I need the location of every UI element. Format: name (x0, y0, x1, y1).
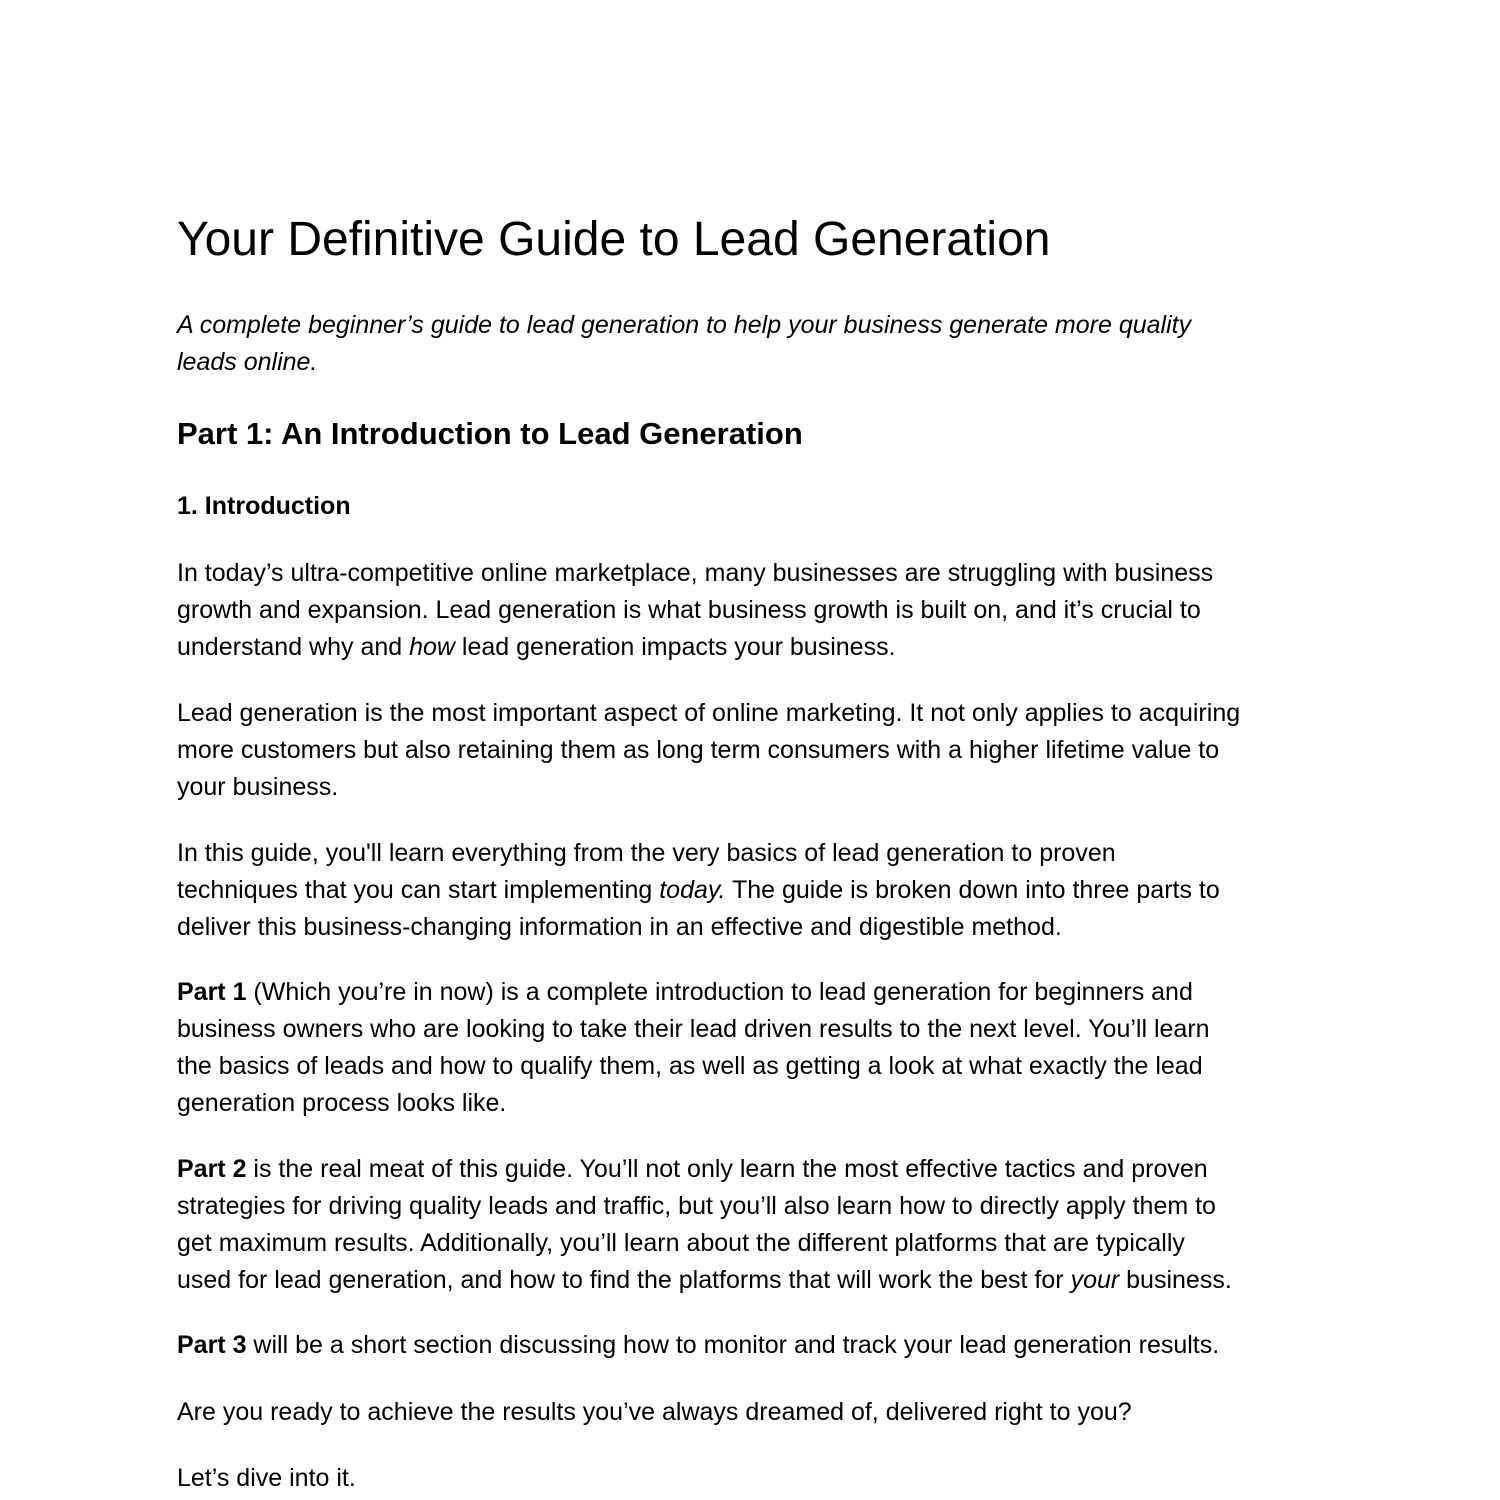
paragraph-line: generation process looks like. (177, 1089, 507, 1117)
paragraph-line: Lead generation is the most important aspect of online marketing. It not only applies to acquiring (177, 699, 1241, 727)
paragraph-line (177, 1151, 1232, 1188)
text-run: (Which you’re in now) is a complete introduction to lead generation for beginners and (246, 978, 1193, 1006)
paragraph-line: deliver this business-changing information in an effective and digestible method. (177, 913, 1062, 941)
paragraph-line (177, 974, 1210, 1011)
paragraph-line: In this guide, you'll learn everything from the very basics of lead generation to proven (177, 839, 1116, 867)
text-run: The guide is broken down into three parts to (725, 876, 1220, 904)
document-subtitle (177, 307, 1307, 381)
paragraph-line: growth and expansion. Lead generation is what business growth is built on, and it’s crucial to (177, 596, 1201, 624)
paragraph-line: get maximum results. Additionally, you’ll learn about the different platforms that are typically (177, 1229, 1185, 1257)
paragraph-line: Are you ready to achieve the results you’ve always dreamed of, delivered right to you? (177, 1398, 1132, 1426)
paragraph-part-1 (177, 974, 1210, 1122)
text-run: techniques that you can start implementing (177, 876, 660, 904)
text-run: will be a short section discussing how to monitor and track your lead generation results. (246, 1331, 1220, 1359)
paragraph-line: the basics of leads and how to qualify them, as well as getting a look at what exactly the lead (177, 1052, 1203, 1080)
subtitle-line: A complete beginner’s guide to lead generation to help your business generate more quality (177, 311, 1192, 339)
bold-label: Part 3 (177, 1331, 247, 1359)
paragraph-line (177, 872, 1220, 909)
paragraph-line: In today’s ultra-competitive online marketplace, many businesses are struggling with business (177, 559, 1214, 587)
document-title: Your Definitive Guide to Lead Generation (177, 213, 1051, 266)
paragraph-line (177, 629, 1213, 666)
paragraph-ready-question (177, 1394, 1132, 1431)
text-run: understand why and (177, 633, 410, 661)
bold-label: Part 2 (177, 1155, 247, 1183)
paragraph-intro (177, 555, 1213, 666)
emphasis-text: your (1070, 1266, 1120, 1294)
text-run: used for lead generation, and how to find the platforms that will work the best for (177, 1266, 1071, 1294)
paragraph-part-2 (177, 1151, 1232, 1299)
text-run: lead generation impacts your business. (454, 633, 896, 661)
emphasis-text: how (409, 633, 455, 661)
paragraph-line: your business. (177, 773, 339, 801)
paragraph-line (177, 1262, 1232, 1299)
text-run: business. (1119, 1266, 1232, 1294)
paragraph-part-3 (177, 1327, 1219, 1364)
paragraph-importance (177, 695, 1240, 806)
subtitle-line: leads online. (177, 348, 318, 376)
text-run: is the real meat of this guide. You’ll not only learn the most effective tactics and proven (246, 1155, 1208, 1183)
paragraph-line: Let’s dive into it. (177, 1464, 356, 1492)
paragraph-line: strategies for driving quality leads and traffic, but you’ll also learn how to directly apply them to (177, 1192, 1216, 1220)
paragraph-guide-overview (177, 835, 1220, 946)
paragraph-line (177, 1327, 1219, 1364)
section-heading: 1. Introduction (177, 492, 351, 520)
emphasis-text: today. (659, 876, 726, 904)
paragraph-line: more customers but also retaining them as long term consumers with a higher lifetime value to (177, 736, 1220, 764)
paragraph-line: business owners who are looking to take their lead driven results to the next level. You’ll learn (177, 1015, 1210, 1043)
bold-label: Part 1 (177, 978, 247, 1006)
paragraph-dive-in (177, 1460, 356, 1497)
part-heading: Part 1: An Introduction to Lead Generation (177, 416, 803, 451)
